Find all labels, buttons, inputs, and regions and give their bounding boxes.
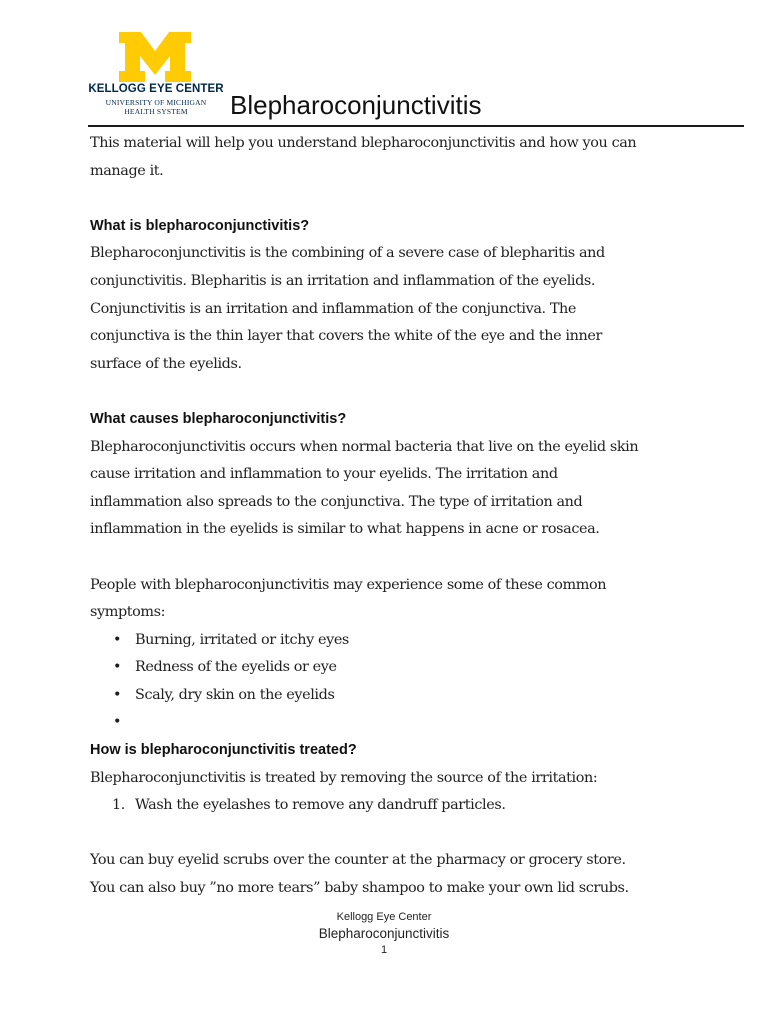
paragraph-line: Blepharoconjunctivitis is treated by removing the source of the irritation: [90, 769, 598, 786]
list-item-text: Burning, irritated or itchy eyes [135, 631, 349, 648]
list-item-text: Wash the eyelashes to remove any dandruff particles. [135, 797, 506, 814]
logo-subtitle-health-system: HEALTH SYSTEM [124, 107, 188, 116]
page-number: 1 [380, 944, 388, 956]
logo-subtitle-university: UNIVERSITY OF MICHIGAN [105, 98, 207, 107]
block-m-icon [119, 32, 191, 82]
intro-line: This material will help you understand blepharoconjunctivitis and how you can [90, 135, 637, 151]
list-item [90, 627, 690, 655]
paragraph-line: You can also buy ”no more tears” baby shampoo to make your own lid scrubs. [90, 880, 629, 897]
paragraph-line: conjunctivitis. Blepharitis is an irritation and inflammation of the eyelids. [90, 272, 596, 289]
list-item [90, 792, 690, 820]
symptoms-list [90, 627, 690, 737]
bullet-icon: • [113, 631, 122, 648]
step-number: 1. [112, 797, 125, 814]
paragraph-line: People with blepharoconjunctivitis may experience some of these common [90, 576, 607, 593]
section-heading-what-is: What is blepharoconjunctivitis? [90, 217, 310, 234]
page-title: Blepharoconjunctivitis [230, 90, 482, 120]
paragraph-line: inflammation also spreads to the conjunctiva. The type of irritation and [90, 493, 583, 510]
paragraph-line: inflammation in the eyelids is similar to what happens in acne or rosacea. [90, 521, 600, 538]
bullet-icon: • [113, 659, 122, 676]
kellogg-eye-center-logo [88, 32, 224, 122]
treatment-steps [90, 792, 690, 820]
section-heading-treatment: How is blepharoconjunctivitis treated? [90, 742, 357, 759]
footer-doc-title: Blepharoconjunctivitis [318, 926, 450, 941]
paragraph-line: surface of the eyelids. [90, 355, 242, 372]
paragraph-line: Blepharoconjunctivitis occurs when normal bacteria that live on the eyelid skin [90, 438, 639, 455]
paragraph-line: symptoms: [90, 604, 166, 621]
section-heading-causes: What causes blepharoconjunctivitis? [90, 410, 347, 427]
paragraph-line: conjunctiva is the thin layer that covers the white of the eye and the inner [90, 328, 602, 345]
logo-org-name: KELLOGG EYE CENTER [88, 83, 224, 95]
document-body [90, 130, 690, 903]
paragraph-line: You can buy eyelid scrubs over the counter at the pharmacy or grocery store. [90, 852, 626, 869]
list-item [90, 654, 690, 682]
paragraph-line: Blepharoconjunctivitis is the combining of a severe case of blepharitis and [90, 245, 605, 262]
title-divider [88, 125, 744, 127]
list-item [90, 682, 690, 710]
bullet-icon: • [113, 714, 122, 731]
intro-line: manage it. [90, 162, 164, 179]
paragraph-line: cause irritation and inflammation to your eyelids. The irritation and [90, 466, 558, 483]
document-header [88, 32, 744, 126]
footer-org: Kellogg Eye Center [336, 911, 432, 923]
bullet-icon: • [113, 686, 122, 703]
list-item-text: Scaly, dry skin on the eyelids [135, 686, 335, 703]
paragraph-line: Conjunctivitis is an irritation and inflammation of the conjunctiva. The [90, 300, 577, 317]
list-item-text: Redness of the eyelids or eye [135, 659, 337, 676]
list-item [90, 709, 690, 737]
